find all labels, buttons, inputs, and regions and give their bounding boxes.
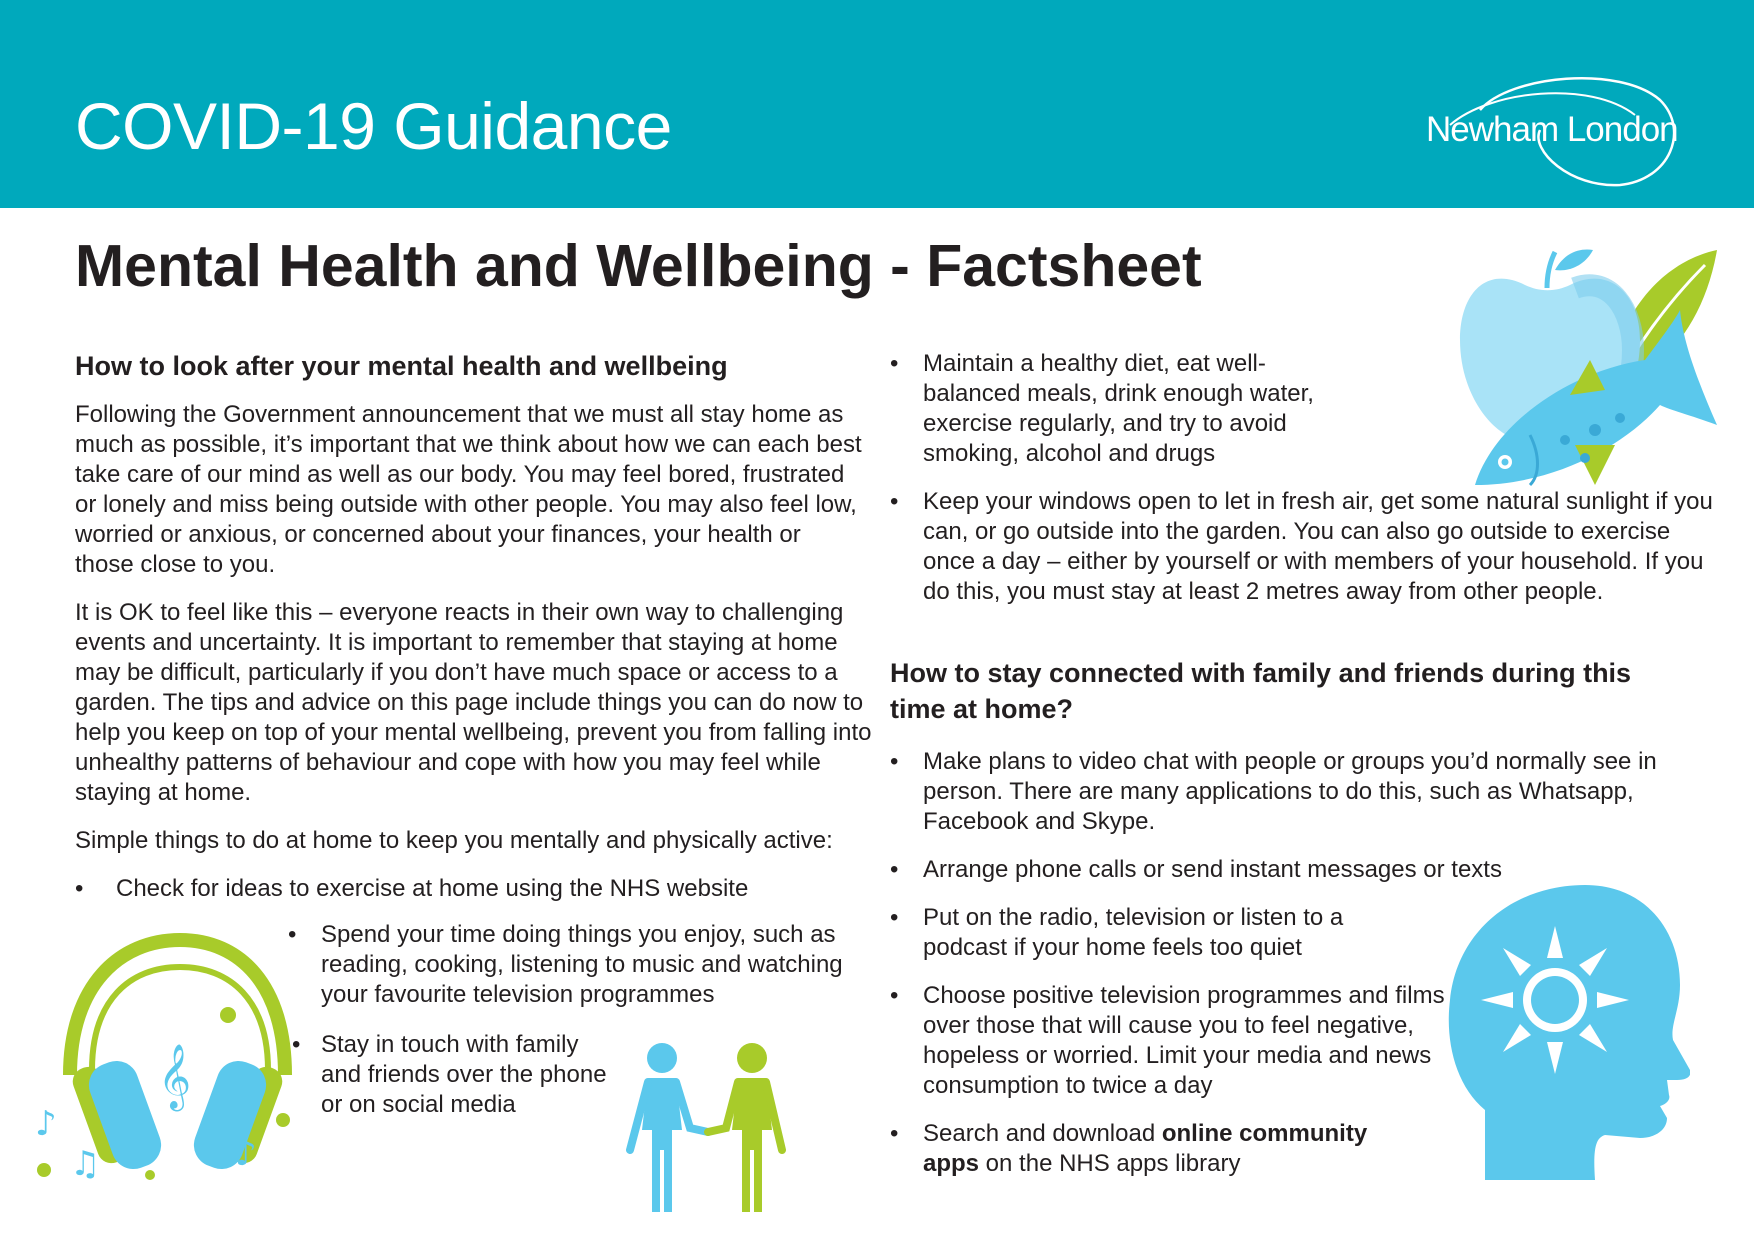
left-lower-bullets-2: [292, 1030, 622, 1138]
list-item: [890, 747, 1683, 837]
bullet-icon: •: [890, 1120, 899, 1147]
list-item: [890, 1119, 1423, 1179]
head-with-sun-illustration-icon: [1445, 880, 1690, 1180]
handshake-people-illustration-icon: [620, 1040, 790, 1215]
left-heading: How to look after your mental health and wellbeing: [75, 351, 728, 381]
simple-things-intro: Simple things to do at home to keep you mentally and physically active:: [75, 827, 833, 854]
list-item: [288, 920, 868, 1010]
svg-text:♫: ♫: [70, 1144, 101, 1180]
list-item: [75, 874, 875, 904]
intro-paragraph: Following the Government announcement that we must all stay home as much as possible, it’s important that we think about how we can each best take care of our mind as well as our body. You may feel bored, frustrated or lonely and miss being outside with other people. You may also feel low, worried or anxious, or concerned about your finances, your health or those close to you.: [75, 401, 862, 578]
bullet-text-pre: Search and download: [923, 1120, 1162, 1147]
bullet-text: Choose positive television programmes and films over those that will cause you to feel negative, hopeless or worried. Limit your media and news consumption to twice a day: [923, 982, 1445, 1099]
bullet-text: Put on the radio, television or listen to a podcast if your home feels too quiet: [923, 904, 1344, 961]
page-title: Mental Health and Wellbeing - Factsheet: [75, 233, 1202, 299]
bullet-text: Maintain a healthy diet, eat well-balanced meals, drink enough water, exercise regularly, and try to avoid smoking, alcohol and drugs: [923, 350, 1314, 467]
left-column: [75, 348, 875, 922]
bullet-text: Check for ideas to exercise at home using the NHS website: [116, 875, 749, 902]
bullet-text: Make plans to video chat with people or groups you’d normally see in person. There are many applications to do this, such as Whatsapp, Facebook and Skype.: [923, 748, 1657, 835]
bullet-icon: •: [292, 1031, 301, 1058]
svg-text:♪: ♪: [235, 1134, 257, 1174]
header-banner: [0, 0, 1754, 208]
newham-london-logo: [1420, 70, 1690, 190]
headphones-illustration-icon: [30, 925, 305, 1180]
logo-text: Newham London: [1426, 110, 1678, 149]
apple-fish-illustration-icon: [1455, 240, 1720, 500]
svg-text:♪: ♪: [35, 1104, 57, 1144]
bullet-text: Arrange phone calls or send instant messages or texts: [923, 856, 1502, 883]
ok-to-feel-paragraph: It is OK to feel like this – everyone reacts in their own way to challenging events and uncertainty. It is important to remember that staying at home may be difficult, particularly if you don’t have much space or access to a garden. The tips and advice on this page include things you can do now to help you keep on top of your mental wellbeing, prevent you from falling into unhealthy patterns of behaviour and cope with how you may feel while staying at home.: [75, 599, 872, 806]
bullet-text-content: Keep your windows open to let in fresh air, get some natural sunlight if you can, or go outside into the garden. You can also go outside to exercise once a day – either by yourself or with members of your household. If you do this, you must stay at least 2 metres away from other people.: [923, 488, 1713, 605]
bullet-text: [923, 1120, 1367, 1177]
bullet-icon: •: [75, 875, 84, 902]
bullet-text-post: on the NHS apps library: [979, 1150, 1241, 1177]
bullet-icon: •: [890, 856, 899, 883]
bullet-icon: •: [890, 748, 899, 775]
banner-title: COVID-19 Guidance: [75, 89, 672, 163]
bullet-icon: •: [890, 488, 899, 515]
bullet-text-bold: online community apps: [923, 1120, 1368, 1177]
bullet-icon: •: [890, 350, 899, 377]
bullet-text: Stay in touch with family and friends over the phone or on social media: [321, 1031, 607, 1118]
list-item: [890, 903, 1363, 963]
left-lower-bullets: [288, 920, 868, 1028]
list-item: [292, 1030, 622, 1120]
svg-text:𝄞: 𝄞: [158, 1044, 192, 1109]
bullet-icon: •: [288, 921, 297, 948]
list-item: [890, 349, 1343, 469]
list-item: [890, 981, 1453, 1101]
right-heading: How to stay connected with family and friends during this time at home?: [890, 658, 1632, 724]
bullet-icon: •: [890, 904, 899, 931]
bullet-text: Spend your time doing things you enjoy, such as reading, cooking, listening to music and watching your favourite television programmes: [321, 921, 843, 1008]
bullet-text: [923, 487, 1713, 607]
list-item: [890, 487, 1713, 607]
bullet-icon: •: [890, 982, 899, 1009]
